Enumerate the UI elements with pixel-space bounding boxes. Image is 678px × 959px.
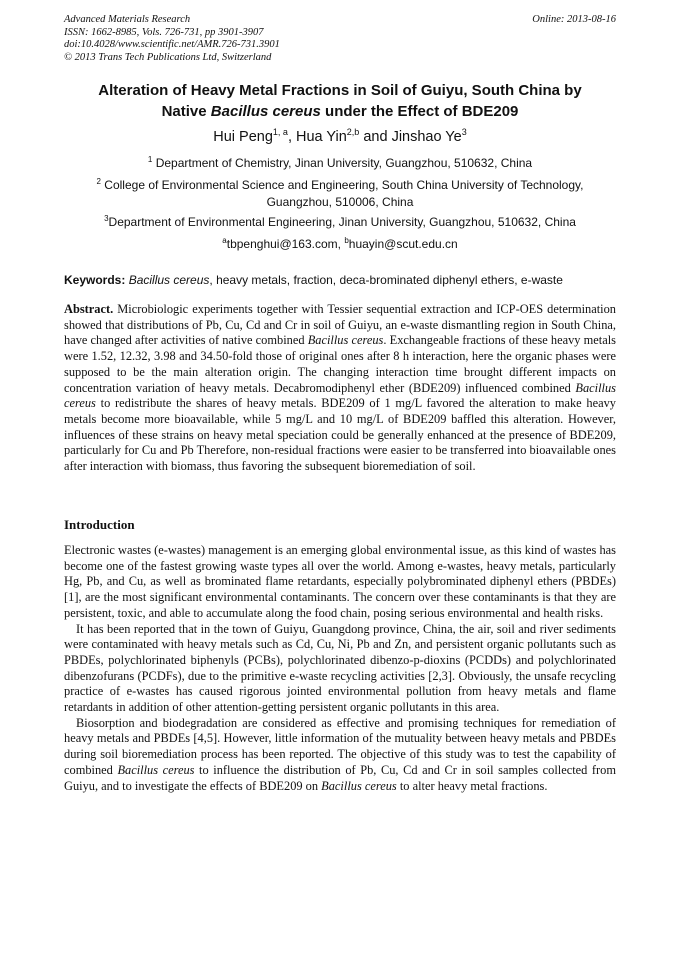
author-1: Hui Peng	[213, 129, 273, 145]
affiliation-2	[80, 177, 600, 211]
intro-paragraph-1: Electronic wastes (e-wastes) management is an emerging global environmental issue, as this kind of wastes has become one of the fastest growing waste types all over the world. Among e-wastes, heavy metals, particularly Hg, Pb, and Cu, as well as brominated flame retardants, especially polybrominated diphenyl ethers (PBDEs) [1], are the most significant environmental contaminants. The concern over these contaminants is that they are persistent, toxic, and able to accumulate along the food chain, posing serious environmental and health risks.	[64, 543, 616, 620]
affiliation-2-text: College of Environmental Science and Engineering, South China University of Technology, Guangzhou, 510006, China	[104, 178, 584, 209]
email-b[interactable]: huayin@scut.edu.cn	[348, 237, 458, 251]
title-line-2	[64, 101, 616, 122]
paper-title	[64, 80, 616, 122]
email-b-sup: b	[344, 236, 349, 245]
email-a-sup: a	[222, 236, 227, 245]
email-a[interactable]: tbpenghui@163.com,	[226, 237, 345, 251]
author-3-sup: 3	[461, 127, 467, 137]
abstract-part-2: . Exchangeable fractions of these heavy metals were 1.52, 12.32, 3.98 and 34.50-fold those of original ones after 8 h interaction, here the organic phases were supposed to be the main alteration origin. The changing interaction time brought different impacts on concentration variation of heavy metals. Decabromodiphenyl ether (BDE209) influenced combined	[64, 333, 616, 395]
keywords	[64, 272, 616, 288]
journal-name: Advanced Materials Research	[64, 14, 191, 25]
author-1-sup: 1, a	[272, 127, 288, 137]
author-2-sup: 2,b	[346, 127, 360, 137]
doi-line: doi:10.4028/www.scientific.net/AMR.726-731.3901	[64, 39, 280, 50]
title-species: Bacillus cereus	[210, 103, 321, 120]
intro-p3-species-2: Bacillus cereus	[321, 778, 397, 793]
intro-p3-species-1: Bacillus cereus	[117, 762, 195, 777]
issn-line: ISSN: 1662-8985, Vols. 726-731, pp 3901-3907	[64, 26, 264, 38]
author-3: and Jinshao Ye	[363, 129, 462, 145]
intro-p3-part-b: to influence the distribution of Pb, Cu, Cd and Cr in soil samples collected from Guiyu, and to investigate the effects of BDE209 on	[64, 762, 616, 793]
introduction-body	[64, 543, 616, 794]
intro-p3-part-c: to alter heavy metal fractions.	[396, 778, 548, 793]
author-2: Hua Yin	[296, 129, 347, 145]
author-emails	[64, 236, 616, 253]
keywords-species: Bacillus cereus	[128, 273, 210, 287]
abstract-part-1: Microbiologic experiments together with Tessier sequential extraction and ICP-OES determination showed that distributions of Pb, Cu, Cd and Cr in soil of Guiyu, an e-waste dismantling region in South China, have changed after activities of native combined	[64, 302, 616, 348]
abstract-label: Abstract.	[64, 302, 114, 316]
keywords-rest: , heavy metals, fraction, deca-brominated diphenyl ethers, e-waste	[209, 273, 563, 287]
intro-paragraph-3	[64, 716, 616, 795]
journal-header	[64, 14, 616, 64]
keywords-label: Keywords:	[64, 273, 126, 287]
affiliation-1-num: 1	[147, 155, 153, 164]
affiliation-3	[64, 214, 616, 231]
title-line-2-suffix: under the Effect of BDE209	[320, 103, 519, 120]
title-line-2-prefix: Native	[161, 103, 211, 120]
affiliation-3-num: 3	[104, 214, 109, 223]
affiliation-3-text: Department of Environmental Engineering, Jinan University, Guangzhou, 510632, China	[108, 215, 576, 229]
abstract-paragraph	[64, 302, 616, 475]
intro-p3-part-a: Biosorption and biodegradation are considered as effective and promising techniques for remediation of heavy metals and PBDEs [4,5]. However, little information of the mutuality between heavy metals and PBDEs during soil bioremediation process has been reported. The objective of this study was to test the capability of combined	[64, 715, 616, 777]
abstract-species-2: Bacillus cereus	[64, 380, 616, 411]
affiliation-1-text: Department of Chemistry, Jinan University, Guangzhou, 510632, China	[155, 156, 533, 170]
affiliation-1	[64, 155, 616, 172]
copyright-line: © 2013 Trans Tech Publications Ltd, Switzerland	[64, 51, 272, 63]
abstract-part-3: to redistribute the shares of heavy metals. BDE209 of 1 mg/L favored the alteration to make heavy metals become more bioavailable, while 5 mg/L and 10 mg/L of BDE209 baffled this alteration. However, influences of these strains on heavy metal speciation could be generally enhanced at the presence of BDE209, particularly for Cu and Pb Therefore, non-residual fractions were easier to be transferred into bioavailable ones after interaction with biomass, thus favoring the subsequent bioremediation of soil.	[64, 396, 616, 474]
author-list: Hui Peng$^{1, a}$, Hua Yin$^{2,b}$ and Jinshao Ye$^3$	[213, 127, 467, 145]
introduction-heading: Introduction	[64, 517, 135, 532]
online-date: Online: 2013-08-16	[532, 14, 616, 25]
title-line-1: Alteration of Heavy Metal Fractions in Soil of Guiyu, South China by	[98, 82, 582, 99]
affiliation-2-num: 2	[96, 177, 101, 186]
abstract	[64, 302, 616, 475]
intro-paragraph-2: It has been reported that in the town of Guiyu, Guangdong province, China, the air, soil and river sediments were contaminated with heavy metals such as Cd, Cu, Ni, Pb and Zn, and persistent organic pollutants such as PBDEs, polychlorinated biphenyls (PCBs), polychlorinated dibenzo-p-dioxins (PCDDs) and polychlorinated dibenzofurans (PCDFs), due to the primitive e-waste recycling activities [2,3]. Obviously, the unsafe recycling practice of e-wastes has caused rigorous jointed environmental pollution from heavy metals and flame retardants in addition of other attention-getting persistent organic pollutants in this area.	[64, 621, 616, 715]
abstract-species-1: Bacillus cereus	[307, 333, 384, 348]
